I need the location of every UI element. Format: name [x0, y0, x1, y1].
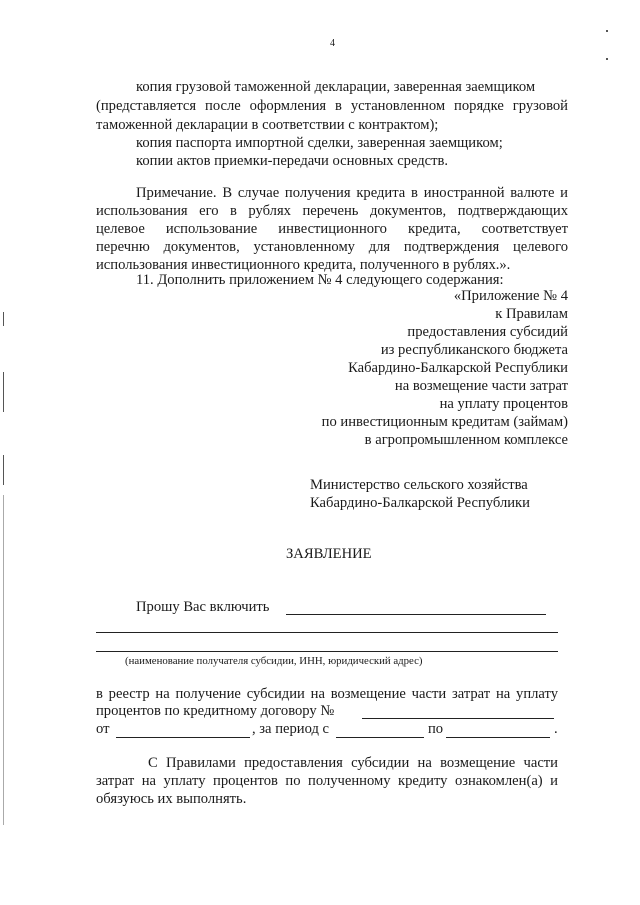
- addressee-line1: Министерство сельского хозяйства: [310, 477, 528, 493]
- closing-line3: обязуюсь их выполнять.: [96, 791, 247, 807]
- request-prompt: Прошу Вас включить: [136, 599, 270, 615]
- scan-mark: [606, 30, 608, 32]
- closing-line1: С Правилами предоставления субсидии на возмещение части: [148, 755, 558, 771]
- to-label: по: [428, 721, 444, 737]
- period-start-line: [336, 737, 424, 738]
- registry-line2: процентов по кредитному договору №: [96, 703, 335, 719]
- note-line1: Примечание. В случае получения кредита в иностранной валюте и: [136, 185, 568, 201]
- addressee-line2: Кабардино-Балкарской Республики: [310, 495, 530, 511]
- period-end-line: [446, 737, 550, 738]
- appendix-line7: на уплату процентов: [439, 396, 568, 412]
- block1-line5: копии актов приемки-передачи основных средств.: [136, 153, 449, 169]
- scan-mark: [3, 372, 4, 412]
- appendix-line3: предоставления субсидий: [407, 324, 568, 340]
- note-line5: использования инвестиционного кредита, полученного в рублях.».: [96, 257, 511, 273]
- scan-mark: [3, 495, 4, 825]
- closing-line2: затрат на уплату процентов по полученному кредиту ознакомлен(а) и: [96, 773, 558, 789]
- contract-date-line: [116, 737, 250, 738]
- scan-mark: [3, 455, 4, 485]
- appendix-line9: в агропромышленном комплексе: [364, 432, 568, 448]
- period-label: , за период с: [252, 721, 330, 737]
- note-line4: перечню документов, установленному для подтверждения целевого: [96, 239, 568, 255]
- appendix-line5: Кабардино-Балкарской Республики: [348, 360, 568, 376]
- scan-mark: [3, 312, 4, 326]
- appendix-line8: по инвестиционным кредитам (займам): [321, 414, 568, 430]
- appendix-line4: из республиканского бюджета: [380, 342, 568, 358]
- note-line3: целевое использование инвестиционного кредита, соответствует: [96, 221, 568, 237]
- appendix-line1: «Приложение № 4: [453, 288, 568, 304]
- applicant-name-line: [286, 614, 546, 615]
- applicant-caption: (наименование получателя субсидии, ИНН, юридический адрес): [125, 655, 423, 667]
- page-number: 4: [330, 38, 335, 49]
- from-label: от: [96, 721, 110, 737]
- appendix-line2: к Правилам: [495, 306, 568, 322]
- block1-line4: копия паспорта импортной сделки, заверенная заемщиком;: [136, 135, 503, 151]
- block1-line2: (представляется после оформления в установленном порядке грузовой: [96, 98, 568, 114]
- item-11: 11. Дополнить приложением № 4 следующего содержания:: [136, 272, 504, 288]
- block1-line1: копия грузовой таможенной декларации, заверенная заемщиком: [136, 79, 536, 95]
- applicant-line-2: [96, 632, 558, 633]
- registry-line1: в реестр на получение субсидии на возмещение части затрат на уплату: [96, 686, 558, 702]
- block1-line3: таможенной декларации в соответствии с контрактом);: [96, 117, 439, 133]
- contract-number-line: [362, 718, 554, 719]
- doc-title: ЗАЯВЛЕНИЕ: [286, 546, 372, 562]
- scan-mark: [606, 58, 608, 60]
- appendix-line6: на возмещение части затрат: [394, 378, 568, 394]
- note-line2: использования его в рублях перечень документов, подтверждающих: [96, 203, 568, 219]
- end-dot: .: [554, 721, 558, 737]
